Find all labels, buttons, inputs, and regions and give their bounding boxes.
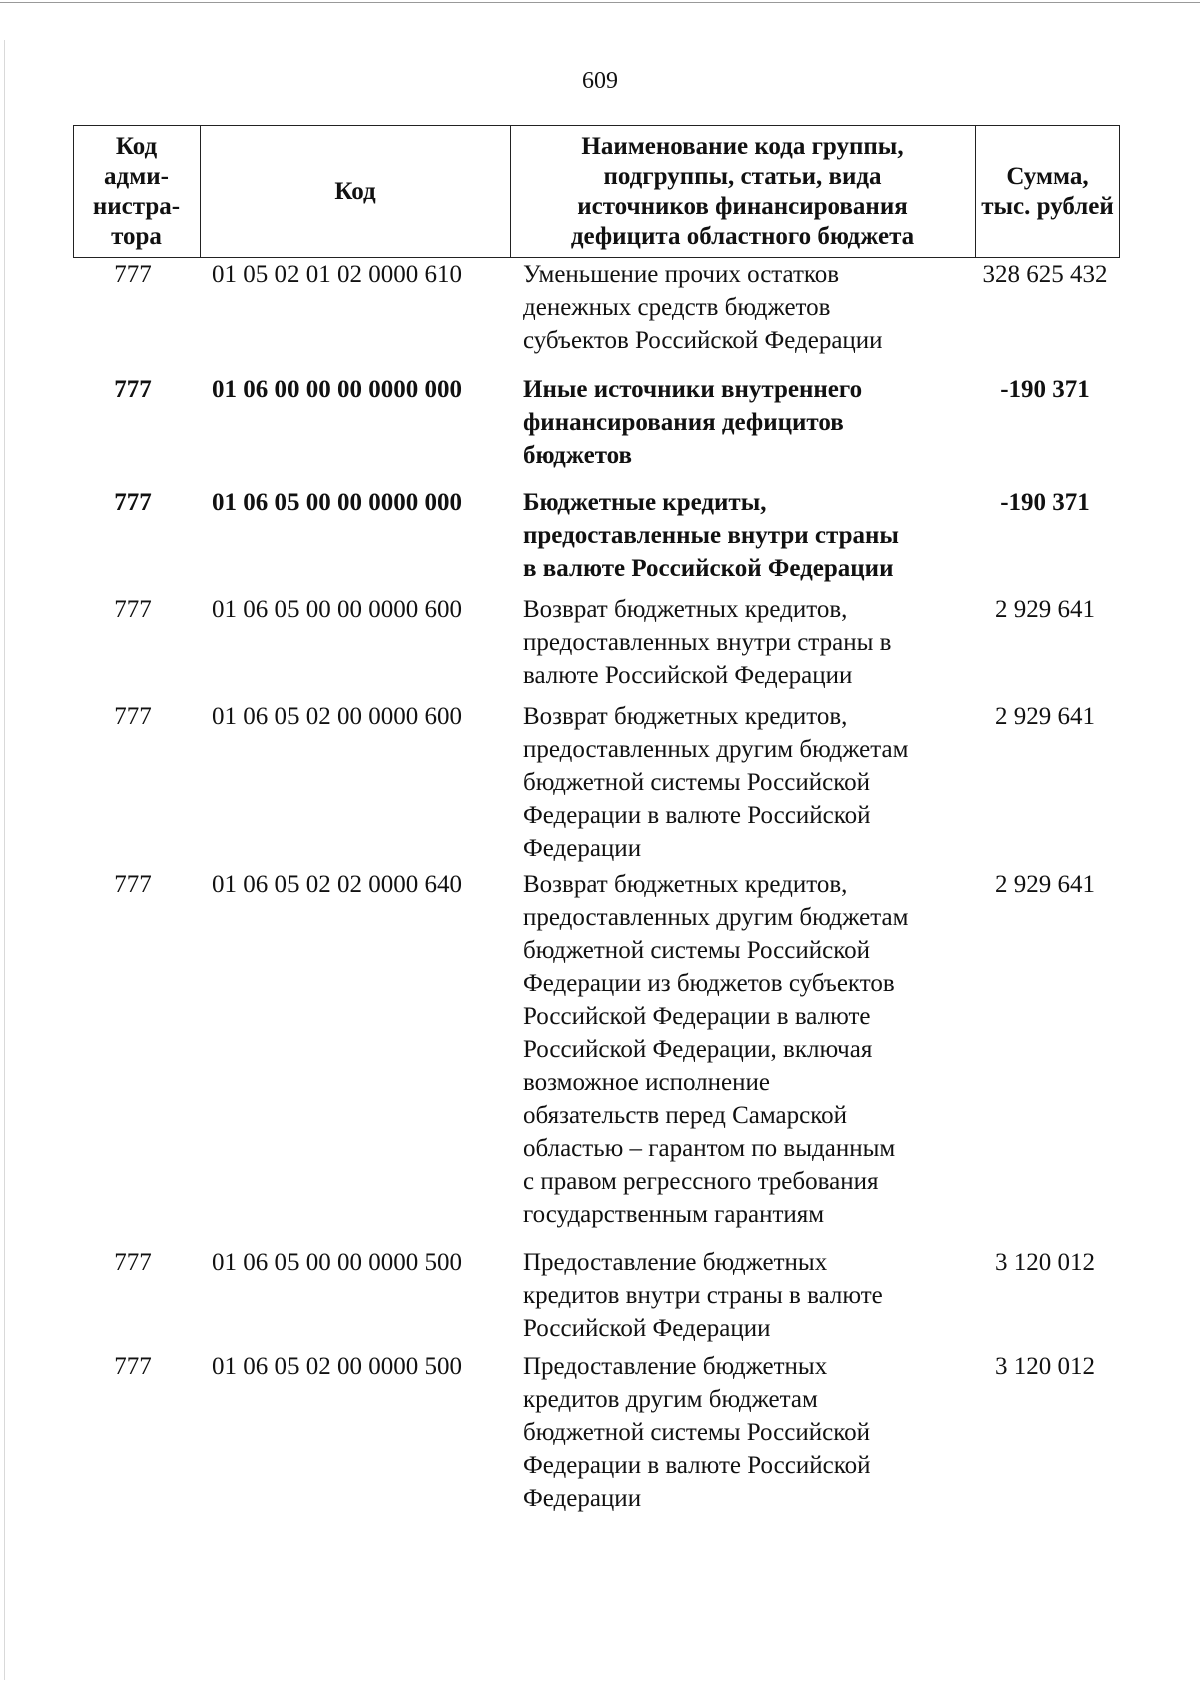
admin-code-cell: 777 [114, 489, 152, 516]
admin-code-cell: 777 [114, 1249, 152, 1276]
scan-edge-top [0, 2, 1200, 3]
source-name-cell [523, 373, 973, 472]
budget-code-cell: 01 06 05 02 00 0000 500 [212, 1353, 462, 1380]
source-name-line: предоставленные внутри страны [523, 522, 899, 549]
source-name-line: обязательств перед Самарской [523, 1102, 847, 1129]
sum-cell: 328 625 432 [982, 261, 1108, 288]
sum-cell: -190 371 [1000, 376, 1090, 403]
source-name-line: бюджетной системы Российской [523, 1419, 870, 1446]
source-name-line: Федерации [523, 835, 642, 862]
source-name-line: предоставленных другим бюджетам [523, 736, 909, 763]
admin-code-cell: 777 [114, 596, 152, 623]
source-name-line: Возврат бюджетных кредитов, [523, 871, 848, 898]
source-name-line: валюте Российской Федерации [523, 662, 853, 689]
source-name-line: Возврат бюджетных кредитов, [523, 596, 848, 623]
sum-cell: 2 929 641 [995, 703, 1095, 730]
source-name-line: возможное исполнение [523, 1069, 770, 1096]
sum-cell: 3 120 012 [995, 1353, 1095, 1380]
source-name-line: с правом регрессного требования [523, 1168, 879, 1195]
source-name-line: Уменьшение прочих остатков [523, 261, 840, 288]
source-name-cell [523, 1246, 973, 1345]
source-name-line: финансирования дефицитов [523, 409, 844, 436]
source-name-line: кредитов внутри страны в валюте [523, 1282, 883, 1309]
source-name-line: Российской Федерации [523, 1315, 771, 1342]
admin-code-cell: 777 [114, 703, 152, 730]
source-name-line: Возврат бюджетных кредитов, [523, 703, 848, 730]
admin-code-cell: 777 [114, 871, 152, 898]
source-name-cell [523, 700, 973, 865]
source-name-line: Федерации в валюте Российской [523, 1452, 871, 1479]
source-name-cell [523, 258, 973, 357]
sum-cell: 3 120 012 [995, 1249, 1095, 1276]
source-name-line: денежных средств бюджетов [523, 294, 831, 321]
source-name-line: Федерации [523, 1485, 642, 1512]
source-name-cell [523, 868, 973, 1231]
source-name-line: Федерации из бюджетов субъектов [523, 970, 895, 997]
source-name-line: Предоставление бюджетных [523, 1353, 828, 1380]
source-name-line: областью – гарантом по выданным [523, 1135, 896, 1162]
source-name-line: в валюте Российской Федерации [523, 555, 894, 582]
sum-cell: -190 371 [1000, 489, 1090, 516]
admin-code-cell: 777 [114, 261, 152, 288]
source-name-line: предоставленных внутри страны в [523, 629, 892, 656]
header-name: Наименование кода группы, подгруппы, статьи, вида источников финансирования дефицита областного бюджета [570, 132, 915, 250]
source-name-cell [523, 1350, 973, 1515]
sum-cell: 2 929 641 [995, 596, 1095, 623]
header-admin-code: Код адми- нистра- тора [92, 132, 181, 250]
source-name-cell [523, 486, 973, 585]
scan-edge-left [4, 40, 5, 1680]
source-name-line: государственным гарантиям [523, 1201, 825, 1228]
budget-code-cell: 01 06 05 02 02 0000 640 [212, 871, 462, 898]
source-name-line: бюджетной системы Российской [523, 937, 870, 964]
source-name-line: Российской Федерации в валюте [523, 1003, 871, 1030]
header-sum: Сумма, тыс. рублей [981, 162, 1114, 220]
budget-code-cell: 01 06 05 00 00 0000 000 [212, 489, 462, 516]
source-name-line: субъектов Российской Федерации [523, 327, 883, 354]
source-name-cell [523, 593, 973, 692]
source-name-line: Иные источники внутреннего [523, 376, 863, 403]
page-number: 609 [582, 68, 618, 94]
header-code: Код [334, 177, 376, 205]
budget-code-cell: 01 06 05 02 00 0000 600 [212, 703, 462, 730]
source-name-line: бюджетной системы Российской [523, 769, 870, 796]
source-name-line: Бюджетные кредиты, [523, 489, 767, 516]
admin-code-cell: 777 [114, 1353, 152, 1380]
budget-code-cell: 01 06 00 00 00 0000 000 [212, 376, 462, 403]
admin-code-cell: 777 [114, 376, 152, 403]
source-name-line: кредитов другим бюджетам [523, 1386, 818, 1413]
budget-code-cell: 01 06 05 00 00 0000 500 [212, 1249, 462, 1276]
source-name-line: бюджетов [523, 442, 633, 469]
source-name-line: Российской Федерации, включая [523, 1036, 873, 1063]
source-name-line: предоставленных другим бюджетам [523, 904, 909, 931]
budget-code-cell: 01 06 05 00 00 0000 600 [212, 596, 462, 623]
source-name-line: Предоставление бюджетных [523, 1249, 828, 1276]
budget-code-cell: 01 05 02 01 02 0000 610 [212, 261, 462, 288]
source-name-line: Федерации в валюте Российской [523, 802, 871, 829]
sum-cell: 2 929 641 [995, 871, 1095, 898]
